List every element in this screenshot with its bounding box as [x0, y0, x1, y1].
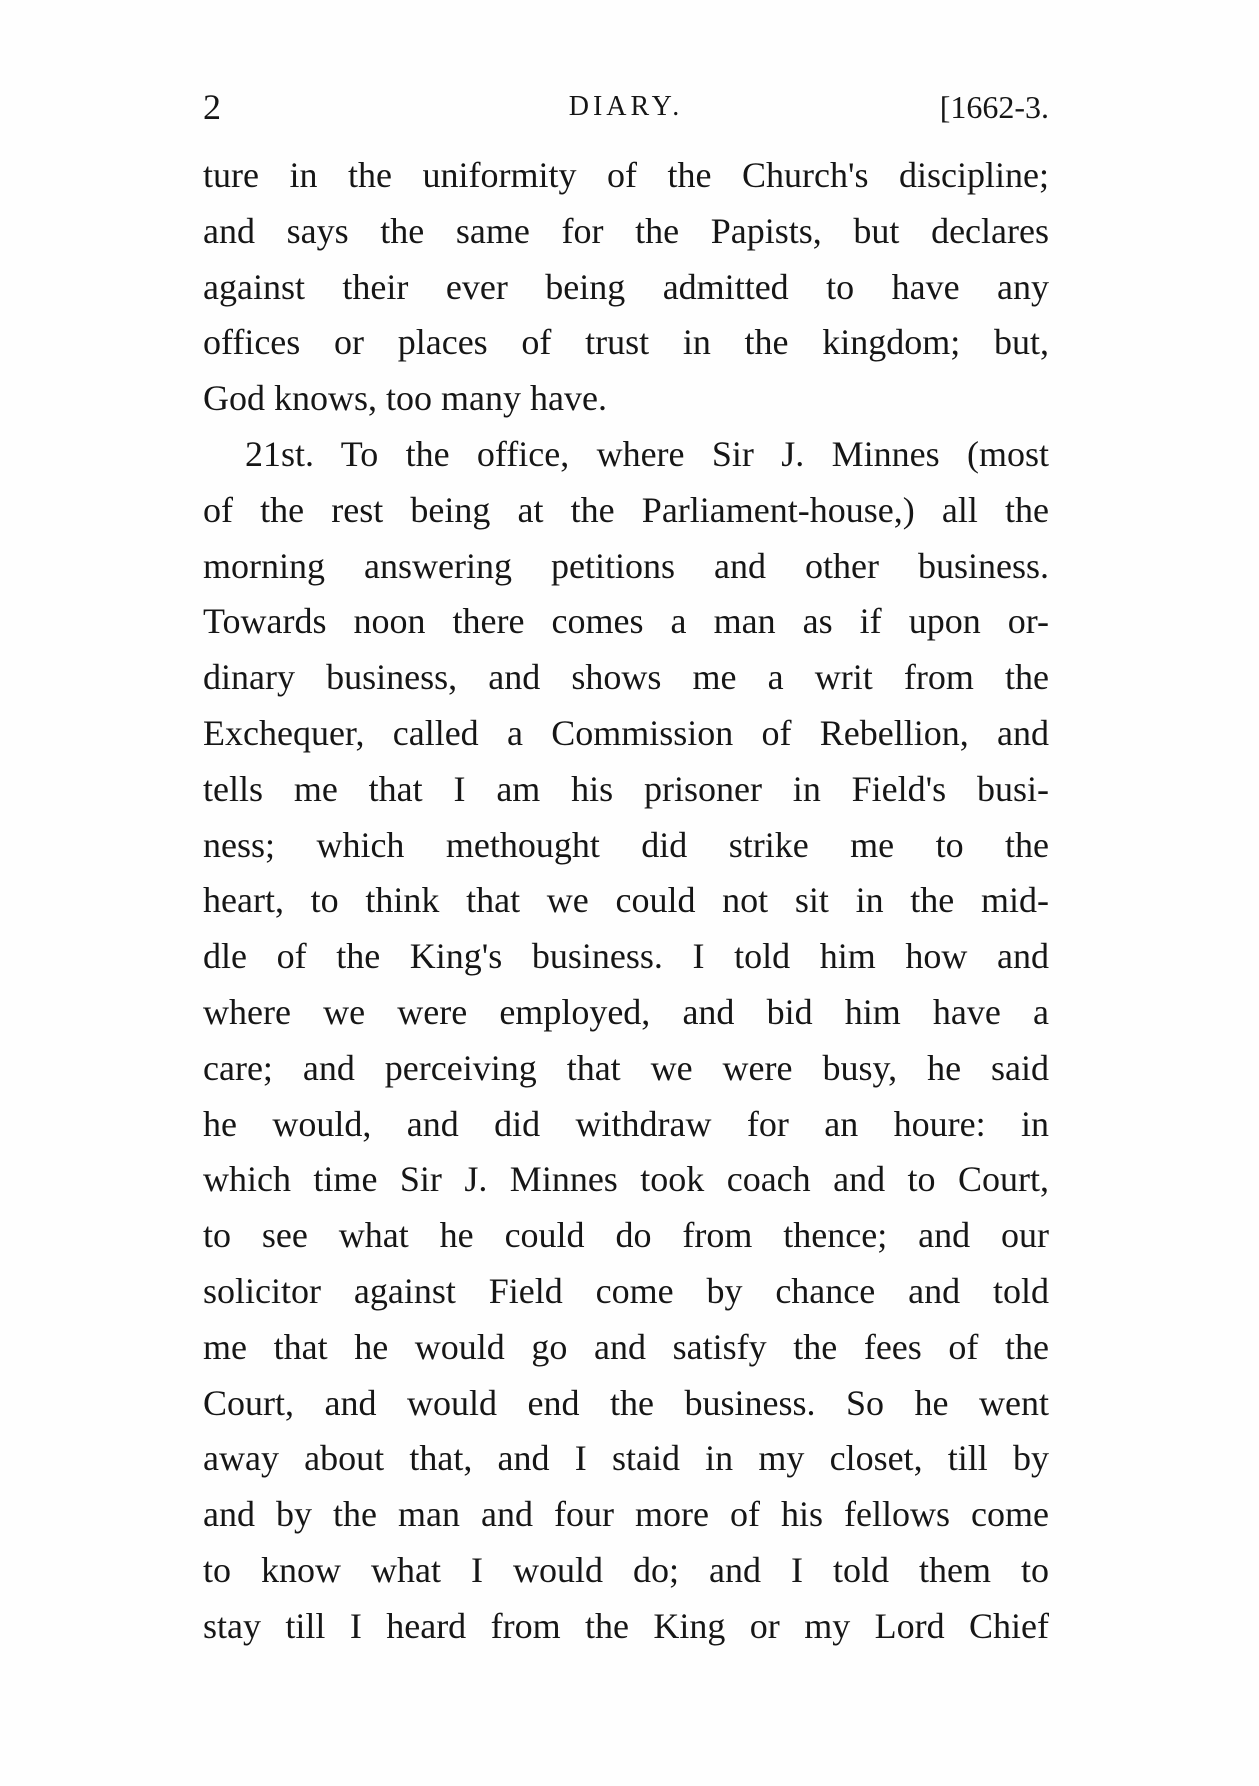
text-line: ture in the uniformity of the Church's discipline;: [203, 155, 1049, 195]
text-line: God knows, too many have.: [203, 378, 607, 419]
text-line: morning answering petitions and other business.: [203, 545, 1049, 586]
text-line: 21st. To the office, where Sir J. Minnes (most: [245, 433, 1049, 474]
running-date: [1662-3.: [939, 89, 1049, 125]
text-line: ness; which methought did strike me to the: [203, 824, 1049, 865]
body-text: [203, 148, 1049, 1655]
paragraph: [203, 148, 1049, 427]
text-line: stay till I heard from the King or my Lord Chief: [203, 1605, 1049, 1646]
text-line: Exchequer, called a Commission of Rebellion, and: [203, 712, 1049, 753]
text-line: me that he would go and satisfy the fees of the: [203, 1326, 1049, 1367]
text-line: Court, and would end the business. So he went: [203, 1382, 1049, 1423]
page-number: 2: [203, 87, 221, 127]
text-line: to know what I would do; and I told them to: [203, 1549, 1049, 1590]
text-line: which time Sir J. Minnes took coach and to Court,: [203, 1159, 1049, 1200]
text-line: he would, and did withdraw for an houre: in: [203, 1103, 1049, 1144]
text-line: dinary business, and shows me a writ from the: [203, 657, 1049, 698]
text-line: Towards noon there comes a man as if upon or-: [203, 601, 1049, 642]
text-line: and by the man and four more of his fellows come: [203, 1494, 1049, 1535]
text-line: solicitor against Field come by chance and told: [203, 1270, 1049, 1311]
text-line: against their ever being admitted to have any: [203, 266, 1049, 307]
paragraph: [203, 427, 1049, 1655]
text-line: heart, to think that we could not sit in the mid-: [203, 880, 1049, 921]
text-line: dle of the King's business. I told him how and: [203, 936, 1049, 977]
text-line: to see what he could do from thence; and our: [203, 1215, 1049, 1256]
text-line: offices or places of trust in the kingdom; but,: [203, 322, 1049, 363]
text-line: away about that, and I staid in my closet, till by: [203, 1438, 1049, 1479]
text-line: care; and perceiving that we were busy, he said: [203, 1047, 1049, 1088]
text-line: and says the same for the Papists, but declares: [203, 210, 1049, 251]
text-line: tells me that I am his prisoner in Field's busi-: [203, 768, 1049, 809]
text-line: of the rest being at the Parliament-house,) all the: [203, 489, 1049, 530]
running-title: DIARY.: [568, 91, 684, 122]
running-head: [203, 82, 1049, 132]
text-line: where we were employed, and bid him have a: [203, 991, 1049, 1032]
